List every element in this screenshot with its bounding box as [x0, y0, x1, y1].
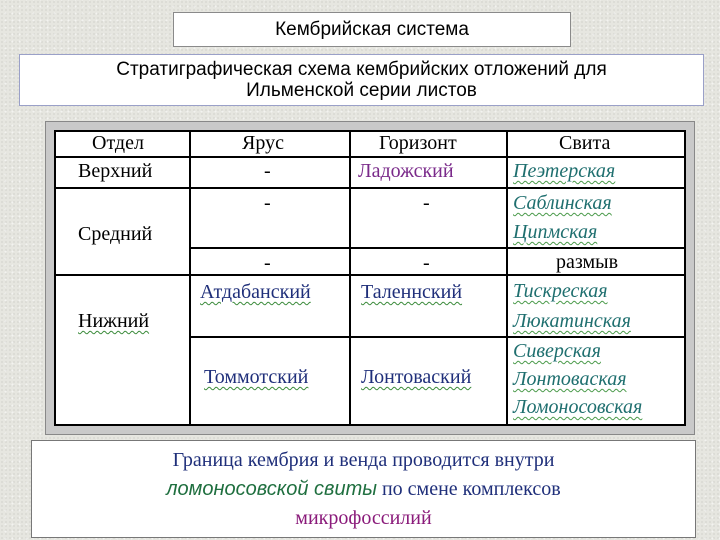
table-border-right — [684, 130, 686, 426]
yarus-dash: - — [264, 252, 271, 274]
svita-tsipmskaya: Ципмская — [513, 221, 598, 243]
gorizont-ladozhsky: Ладожский — [358, 160, 454, 182]
svita-lomonosovskaya: Ломоносовская — [513, 396, 643, 418]
note-line-2 — [166, 475, 560, 504]
scheme-frame — [45, 121, 695, 435]
header-yarus: Ярус — [242, 132, 284, 154]
row-divider — [189, 247, 686, 249]
otdel-middle: Средний — [78, 223, 153, 245]
header-svita: Свита — [559, 132, 611, 154]
header-gorizont: Горизонт — [379, 132, 457, 154]
yarus-dash: - — [264, 160, 271, 182]
column-divider — [349, 130, 351, 426]
note-line-3: микрофоссилий — [295, 506, 432, 529]
svita-razmyv: размыв — [556, 251, 619, 273]
otdel-lower: Нижний — [78, 310, 150, 332]
svita-sablinskaya: Саблинская — [513, 192, 612, 214]
svita-siverskaya: Сиверская — [513, 340, 601, 362]
subtitle-line-2: Ильменской серии листов — [246, 80, 477, 101]
yarus-atdabansky: Атдабанский — [200, 281, 311, 303]
page-title-text: Кембрийская система — [275, 18, 469, 40]
gorizont-lontovasky: Лонтоваский — [361, 366, 472, 388]
yarus-tommotsky: Томмотский — [204, 366, 309, 388]
subtitle-box — [19, 54, 704, 106]
otdel-upper: Верхний — [78, 160, 153, 182]
stratigraphic-scheme-table — [54, 130, 686, 426]
gorizont-dash: - — [423, 252, 430, 274]
header-otdel: Отдел — [92, 132, 144, 154]
column-divider — [506, 130, 508, 426]
yarus-dash: - — [264, 192, 271, 214]
row-divider — [54, 187, 686, 189]
page-title — [173, 12, 571, 47]
svita-lyukatinskaya: Люкатинская — [513, 310, 631, 332]
row-divider — [54, 274, 686, 276]
table-border-bottom — [54, 424, 686, 426]
column-divider — [189, 130, 191, 426]
subtitle-line-1: Стратиграфическая схема кембрийских отложений для — [116, 59, 607, 80]
boundary-note — [31, 440, 696, 538]
svita-peeterskaya: Пеэтерская — [513, 160, 616, 182]
gorizont-talennsky: Таленнский — [361, 281, 463, 303]
row-divider — [189, 336, 686, 338]
gorizont-dash: - — [423, 192, 430, 214]
svita-lontovaskaya: Лонтоваская — [513, 368, 627, 390]
row-divider — [54, 156, 686, 158]
note-line-1: Граница кембрия и венда проводится внутри — [172, 448, 555, 471]
note-lomonosov-suite: ломоносовской свиты — [166, 477, 377, 500]
svita-tiskreskaya: Тискреская — [513, 280, 608, 302]
note-line-2-rest: по смене комплексов — [376, 477, 561, 500]
table-border-left — [54, 130, 56, 426]
